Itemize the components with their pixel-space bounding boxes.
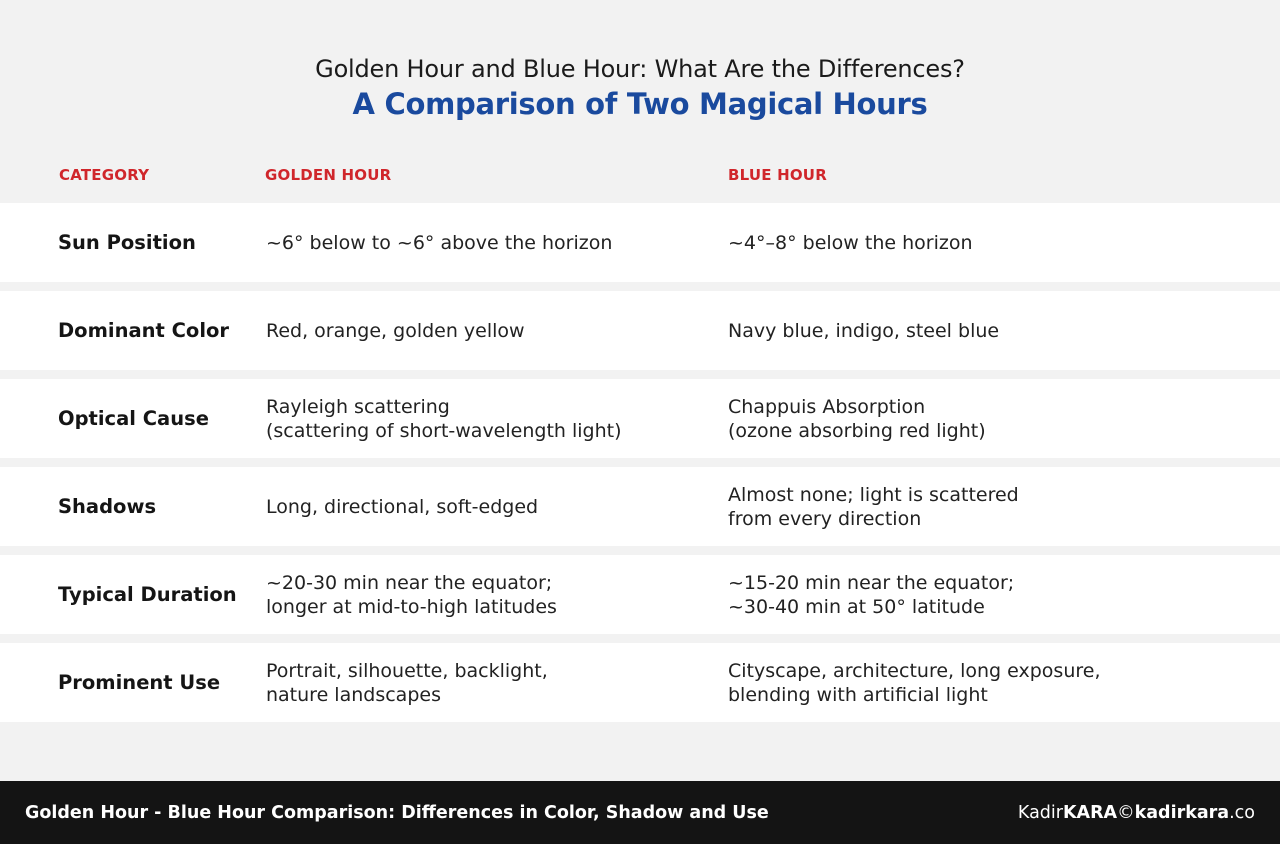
table-row — [0, 467, 1280, 546]
row-category-label: Shadows — [58, 494, 157, 518]
golden-hour-cell — [266, 203, 706, 282]
row-category — [58, 203, 258, 282]
copyright-symbol: © — [1117, 802, 1135, 823]
page-header — [0, 52, 1280, 124]
website-tld: .co — [1229, 802, 1255, 823]
golden-hour-value: Red, orange, golden yellow — [266, 319, 525, 342]
column-header-category: CATEGORY — [59, 166, 150, 184]
row-category — [58, 467, 258, 546]
table-row — [0, 291, 1280, 370]
blue-hour-cell — [728, 467, 1228, 546]
author-last-name: KARA — [1062, 802, 1118, 823]
golden-hour-cell — [266, 379, 706, 458]
table-row — [0, 203, 1280, 282]
author-first-name: Kadir — [1017, 802, 1063, 823]
blue-hour-value: Cityscape, architecture, long exposure, blending with artificial light — [728, 659, 1101, 706]
footer-caption: Golden Hour - Blue Hour Comparison: Differences in Color, Shadow and Use — [25, 802, 769, 823]
golden-hour-cell — [266, 291, 706, 370]
page-subtitle: A Comparison of Two Magical Hours — [352, 87, 928, 121]
table-row — [0, 555, 1280, 634]
table-row — [0, 379, 1280, 458]
row-category-label: Prominent Use — [58, 670, 221, 694]
row-category — [58, 291, 258, 370]
golden-hour-cell — [266, 643, 706, 722]
blue-hour-cell — [728, 203, 1228, 282]
row-category-label: Typical Duration — [58, 582, 237, 606]
blue-hour-value: ~4°–8° below the horizon — [728, 231, 973, 254]
golden-hour-value: ~20-30 min near the equator; longer at mid-to-high latitudes — [266, 571, 557, 618]
row-category — [58, 379, 258, 458]
row-category-label: Dominant Color — [58, 318, 230, 342]
blue-hour-value: Navy blue, indigo, steel blue — [728, 319, 1000, 342]
table-header — [0, 166, 1280, 190]
blue-hour-value: Almost none; light is scattered from every direction — [728, 483, 1019, 530]
row-category — [58, 643, 258, 722]
column-header-golden-hour: GOLDEN HOUR — [265, 166, 392, 184]
website-domain: kadirkara — [1134, 802, 1230, 823]
footer-bar — [0, 781, 1280, 844]
column-header-blue-hour: BLUE HOUR — [728, 166, 827, 184]
row-category-label: Sun Position — [58, 230, 196, 254]
comparison-table — [0, 203, 1280, 731]
blue-hour-cell — [728, 379, 1228, 458]
golden-hour-value: ~6° below to ~6° above the horizon — [266, 231, 613, 254]
blue-hour-value: ~15-20 min near the equator; ~30-40 min at 50° latitude — [728, 571, 1015, 618]
blue-hour-value: Chappuis Absorption (ozone absorbing red light) — [728, 395, 986, 442]
golden-hour-value: Portrait, silhouette, backlight, nature landscapes — [266, 659, 548, 706]
row-category — [58, 555, 258, 634]
blue-hour-cell — [728, 291, 1228, 370]
golden-hour-cell — [266, 555, 706, 634]
footer-credit — [1018, 781, 1255, 844]
blue-hour-cell — [728, 555, 1228, 634]
blue-hour-cell — [728, 643, 1228, 722]
page-title: Golden Hour and Blue Hour: What Are the Differences? — [315, 55, 965, 83]
golden-hour-value: Long, directional, soft-edged — [266, 495, 539, 518]
table-row — [0, 643, 1280, 722]
golden-hour-cell — [266, 467, 706, 546]
golden-hour-value: Rayleigh scattering (scattering of short-wavelength light) — [266, 395, 622, 442]
row-category-label: Optical Cause — [58, 406, 209, 430]
